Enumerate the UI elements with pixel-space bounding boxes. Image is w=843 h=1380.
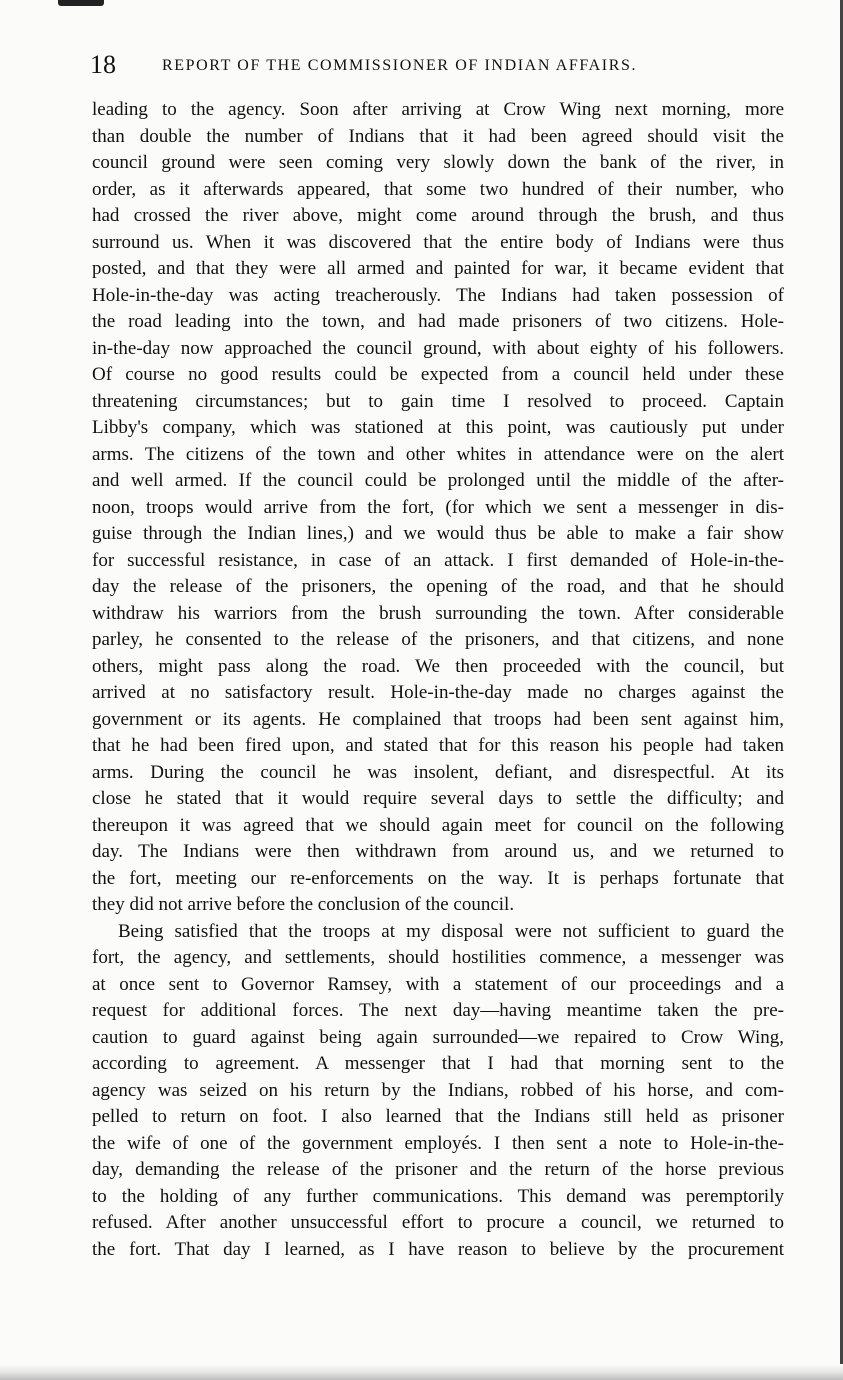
- text-line: had crossed the river above, might come around through the brush, and thus: [92, 205, 784, 226]
- text-line: noon, troops would arrive from the fort, (for which we sent a messenger in dis-: [92, 496, 784, 518]
- text-line: the fort. That day I learned, as I have reason to believe by the procurement: [92, 1238, 784, 1260]
- text-line: agency was seized on his return by the Indians, robbed of his horse, and com-: [92, 1079, 784, 1101]
- text-line: day, demanding the release of the prisoner and the return of the horse previous: [92, 1159, 784, 1180]
- text-line: withdraw his warriors from the brush surrounding the town. After considerable: [92, 602, 784, 624]
- running-title: REPORT OF THE COMMISSIONER OF INDIAN AFFAIRS.: [162, 57, 638, 74]
- text-line: request for additional forces. The next day—having meantime taken the pre-: [92, 1000, 784, 1021]
- text-line: according to agreement. A messenger that I had that morning sent to the: [92, 1053, 784, 1074]
- text-line: in-the-day now approached the council ground, with about eighty of his followers.: [92, 337, 784, 359]
- text-line: parley, he consented to the release of the prisoners, and that citizens, and none: [92, 629, 784, 650]
- text-line: threatening circumstances; but to gain time I resolved to proceed. Captain: [92, 390, 784, 412]
- text-line: and well armed. If the council could be prolonged until the middle of the after-: [92, 470, 784, 491]
- page-bottom-edge: [0, 1364, 843, 1380]
- text-line: at once sent to Governor Ramsey, with a statement of our proceedings and a: [92, 973, 784, 995]
- text-line: day the release of the prisoners, the opening of the road, and that he should: [92, 576, 784, 597]
- text-line: fort, the agency, and settlements, should hostilities commence, a messenger was: [92, 947, 784, 968]
- text-line: posted, and that they were all armed and painted for war, it became evident that: [92, 258, 784, 279]
- text-line: the road leading into the town, and had made prisoners of two citizens. Hole-: [92, 311, 784, 332]
- text-line: than double the number of Indians that it had been agreed should visit the: [92, 125, 784, 147]
- text-line: the fort, meeting our re-enforcements on the way. It is perhaps fortunate that: [92, 867, 784, 889]
- text-line: day. The Indians were then withdrawn from around us, and we returned to: [92, 841, 784, 862]
- text-line: others, might pass along the road. We then proceeded with the council, but: [92, 655, 784, 677]
- text-line: government or its agents. He complained that troops had been sent against him,: [92, 708, 784, 730]
- text-line: they did not arrive before the conclusion of the council.: [92, 894, 515, 915]
- text-line: Hole-in-the-day was acting treacherously. The Indians had taken possession of: [92, 284, 784, 306]
- text-line: arms. The citizens of the town and other whites in attendance were on the alert: [92, 443, 784, 465]
- text-line: leading to the agency. Soon after arriving at Crow Wing next morning, more: [92, 99, 784, 120]
- text-line: the wife of one of the government employés. I then sent a note to Hole-in-the-: [92, 1132, 784, 1154]
- text-line: caution to guard against being again surrounded—we repaired to Crow Wing,: [92, 1026, 784, 1048]
- text-line: council ground were seen coming very slowly down the bank of the river, in: [92, 152, 784, 173]
- paragraph-2: [92, 919, 784, 1264]
- text-line: Libby's company, which was stationed at this point, was cautiously put under: [92, 417, 784, 438]
- paragraph-1: [92, 97, 784, 919]
- text-line: refused. After another unsuccessful effort to procure a council, we returned to: [92, 1212, 784, 1233]
- text-line: surround us. When it was discovered that the entire body of Indians were thus: [92, 231, 784, 253]
- text-line: that he had been fired upon, and stated that for this reason his people had taken: [92, 735, 784, 756]
- page-number: 18: [90, 50, 116, 79]
- text-line: close he stated that it would require several days to settle the difficulty; and: [92, 788, 784, 809]
- text-line: arms. During the council he was insolent, defiant, and disrespectful. At its: [92, 761, 784, 783]
- text-line: thereupon it was agreed that we should again meet for council on the following: [92, 814, 784, 836]
- text-line: pelled to return on foot. I also learned that the Indians still held as prisoner: [92, 1106, 784, 1127]
- text-line: Being satisfied that the troops at my disposal were not sufficient to guard the: [118, 920, 784, 942]
- body-text: [92, 97, 784, 1263]
- running-head: [90, 50, 785, 82]
- text-line: arrived at no satisfactory result. Hole-in-the-day made no charges against the: [92, 682, 784, 703]
- text-line: guise through the Indian lines,) and we would thus be able to make a fair show: [92, 523, 784, 544]
- text-line: Of course no good results could be expected from a council held under these: [92, 364, 784, 385]
- text-line: order, as it afterwards appeared, that some two hundred of their number, who: [92, 178, 784, 200]
- scan-artifact-mark: [58, 0, 104, 6]
- text-line: to the holding of any further communications. This demand was peremptorily: [92, 1185, 784, 1207]
- text-line: for successful resistance, in case of an attack. I first demanded of Hole-in-the-: [92, 549, 784, 571]
